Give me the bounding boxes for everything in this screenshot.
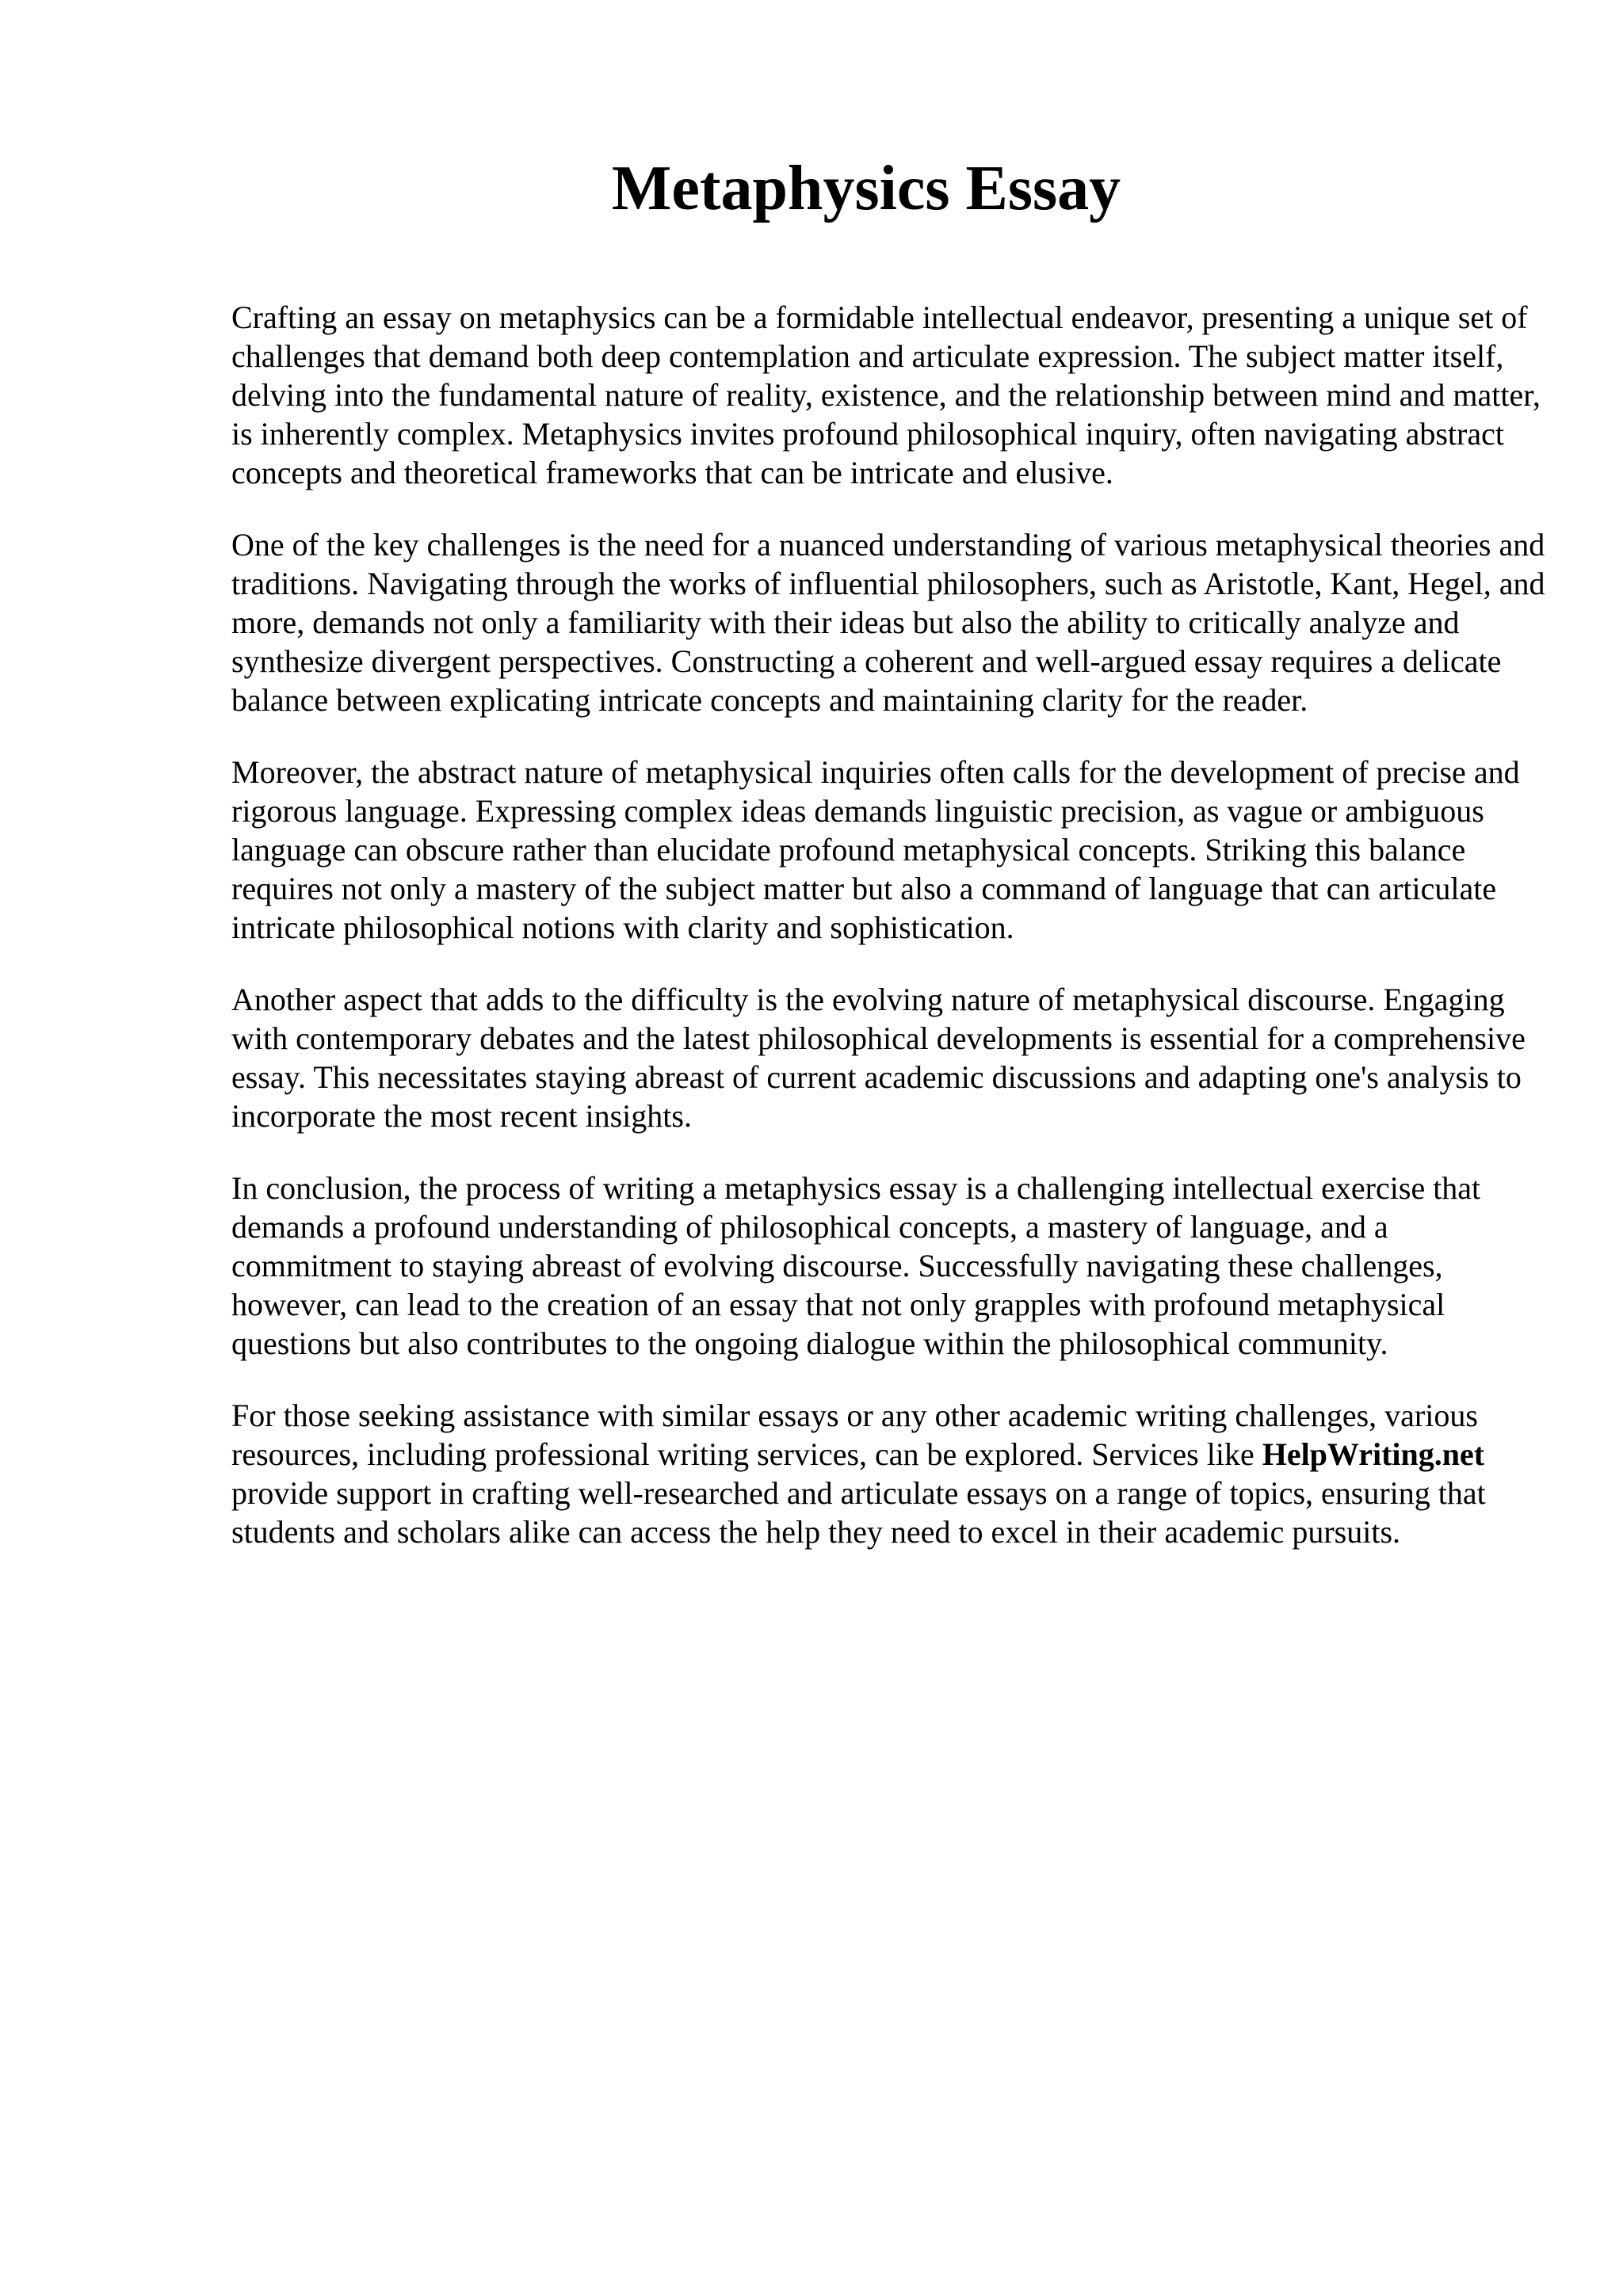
brand-name: HelpWriting.net xyxy=(1262,1436,1485,1472)
paragraph-intro: Crafting an essay on metaphysics can be a formidable intellectual endeavor, presenting a unique set of challenges that demand both deep contemplation and articulate expression. The subject matter itself, delving into the fundamental nature of reality, existence, and the relationship between mind and matter, is inherently complex. Metaphysics invites profound philosophical inquiry, often navigating abstract concepts and theoretical frameworks that can be intricate and elusive. xyxy=(231,299,1541,490)
paragraph-closing xyxy=(231,1396,1547,1551)
closing-text-before: For those seeking assistance with similar essays or any other academic writing challenges, various resources, including professional writing services, can be explored. Services like xyxy=(231,1398,1478,1472)
paragraph-conclusion: In conclusion, the process of writing a metaphysics essay is a challenging intellectual exercise that demands a profound understanding of philosophical concepts, a mastery of language, and a commitment to staying abreast of evolving discourse. Successfully navigating these challenges, however, can lead to the creation of an essay that not only grapples with profound metaphysical questions but also contributes to the ongoing dialogue within the philosophical community. xyxy=(231,1170,1481,1361)
document-body xyxy=(231,298,1547,1585)
document-title: Metaphysics Essay xyxy=(611,154,1121,223)
paragraph-discourse: Another aspect that adds to the difficulty is the evolving nature of metaphysical discourse. Engaging with contemporary debates and the latest philosophical developments is essential for a comprehensive essay. This necessitates staying abreast of current academic discussions and adapting one's analysis to incorporate the most recent insights. xyxy=(231,982,1526,1134)
paragraph-language: Moreover, the abstract nature of metaphysical inquiries often calls for the development of precise and rigorous language. Expressing complex ideas demands linguistic precision, as vague or ambiguous language can obscure rather than elucidate profound metaphysical concepts. Striking this balance requires not only a mastery of the subject matter but also a command of language that can articulate intricate philosophical notions with clarity and sophistication. xyxy=(231,754,1520,945)
paragraph-challenges: One of the key challenges is the need for a nuanced understanding of various metaphysical theories and traditions. Navigating through the works of influential philosophers, such as Aristotle, Kant, Hegel, and more, demands not only a familiarity with their ideas but also the ability to critically analyze and synthesize divergent perspectives. Constructing a coherent and well-argued essay requires a delicate balance between explicating intricate concepts and maintaining clarity for the reader. xyxy=(231,527,1545,718)
closing-text-after: provide support in crafting well-researched and articulate essays on a range of topics, ensuring that students and scholars alike can access the help they need to excel in their academic pursuits. xyxy=(231,1475,1486,1550)
